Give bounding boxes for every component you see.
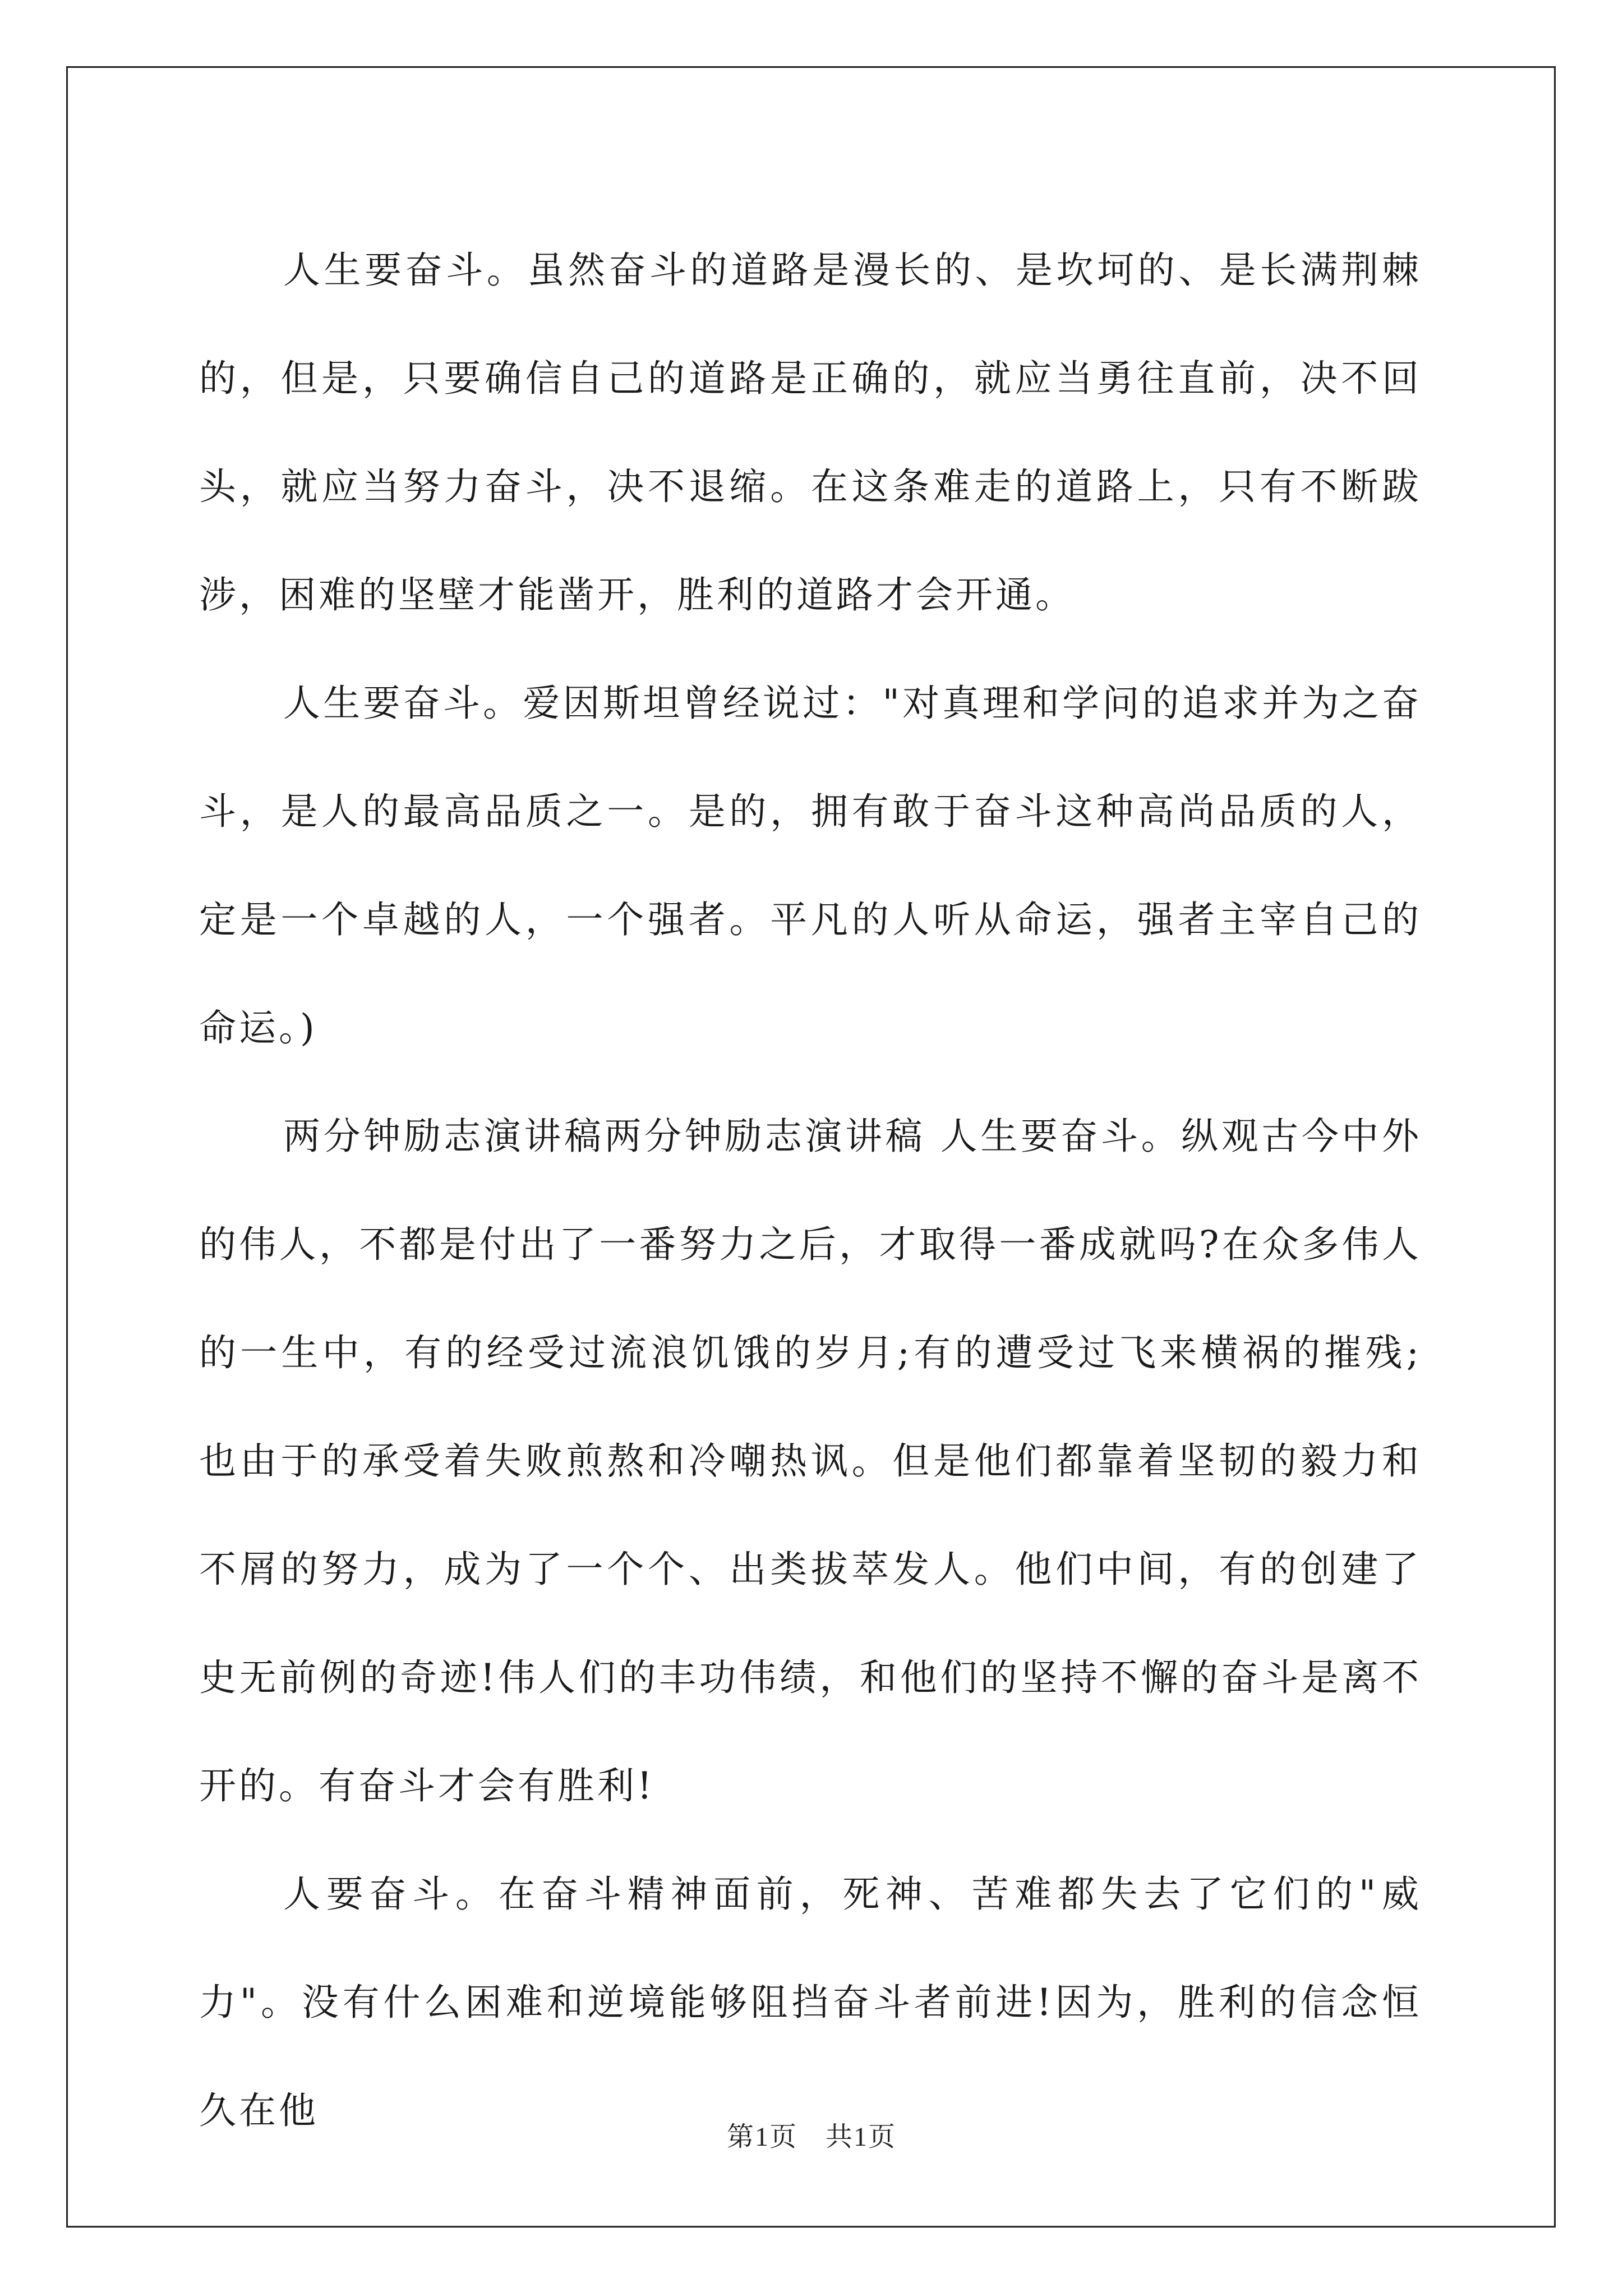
- paragraph-1: 人生要奋斗。虽然奋斗的道路是漫长的、是坎坷的、是长满荆棘的，但是，只要确信自己的道路是正确的，就应当勇往直前，决不回头，就应当努力奋斗，决不退缩。在这条难走的道路上，只有不断跋涉，困难的坚壁才能凿开，胜利的道路才会开通。: [199, 249, 1422, 616]
- paragraph-3: 两分钟励志演讲稿两分钟励志演讲稿 人生要奋斗。纵观古今中外的伟人，不都是付出了一番努力之后，才取得一番成就吗?在众多伟人的一生中，有的经受过流浪饥饿的岁月;有的遭受过飞来横祸的摧残;也由于的承受着失败煎熬和冷嘲热讽。但是他们都靠着坚韧的毅力和不屑的努力，成为了一个个、出类拔萃发人。他们中间，有的创建了史无前例的奇迹!伟人们的丰功伟绩，和他们的坚持不懈的奋斗是离不开的。有奋斗才会有胜利!: [199, 1115, 1422, 1807]
- document-body: [199, 216, 1422, 2165]
- page-footer: 第1页 共1页: [726, 2122, 896, 2152]
- paragraph-2: 人生要奋斗。爱因斯坦曾经说过："对真理和学问的追求并为之奋斗，是人的最高品质之一。是的，拥有敢于奋斗这种高尚品质的人，定是一个卓越的人，一个强者。平凡的人听从命运，强者主宰自己的命运。): [199, 682, 1422, 1050]
- paragraph-4: 人要奋斗。在奋斗精神面前，死神、苦难都失去了它们的"威力"。没有什么困难和逆境能够阻挡奋斗者前进!因为，胜利的信念恒久在他: [199, 1872, 1422, 2132]
